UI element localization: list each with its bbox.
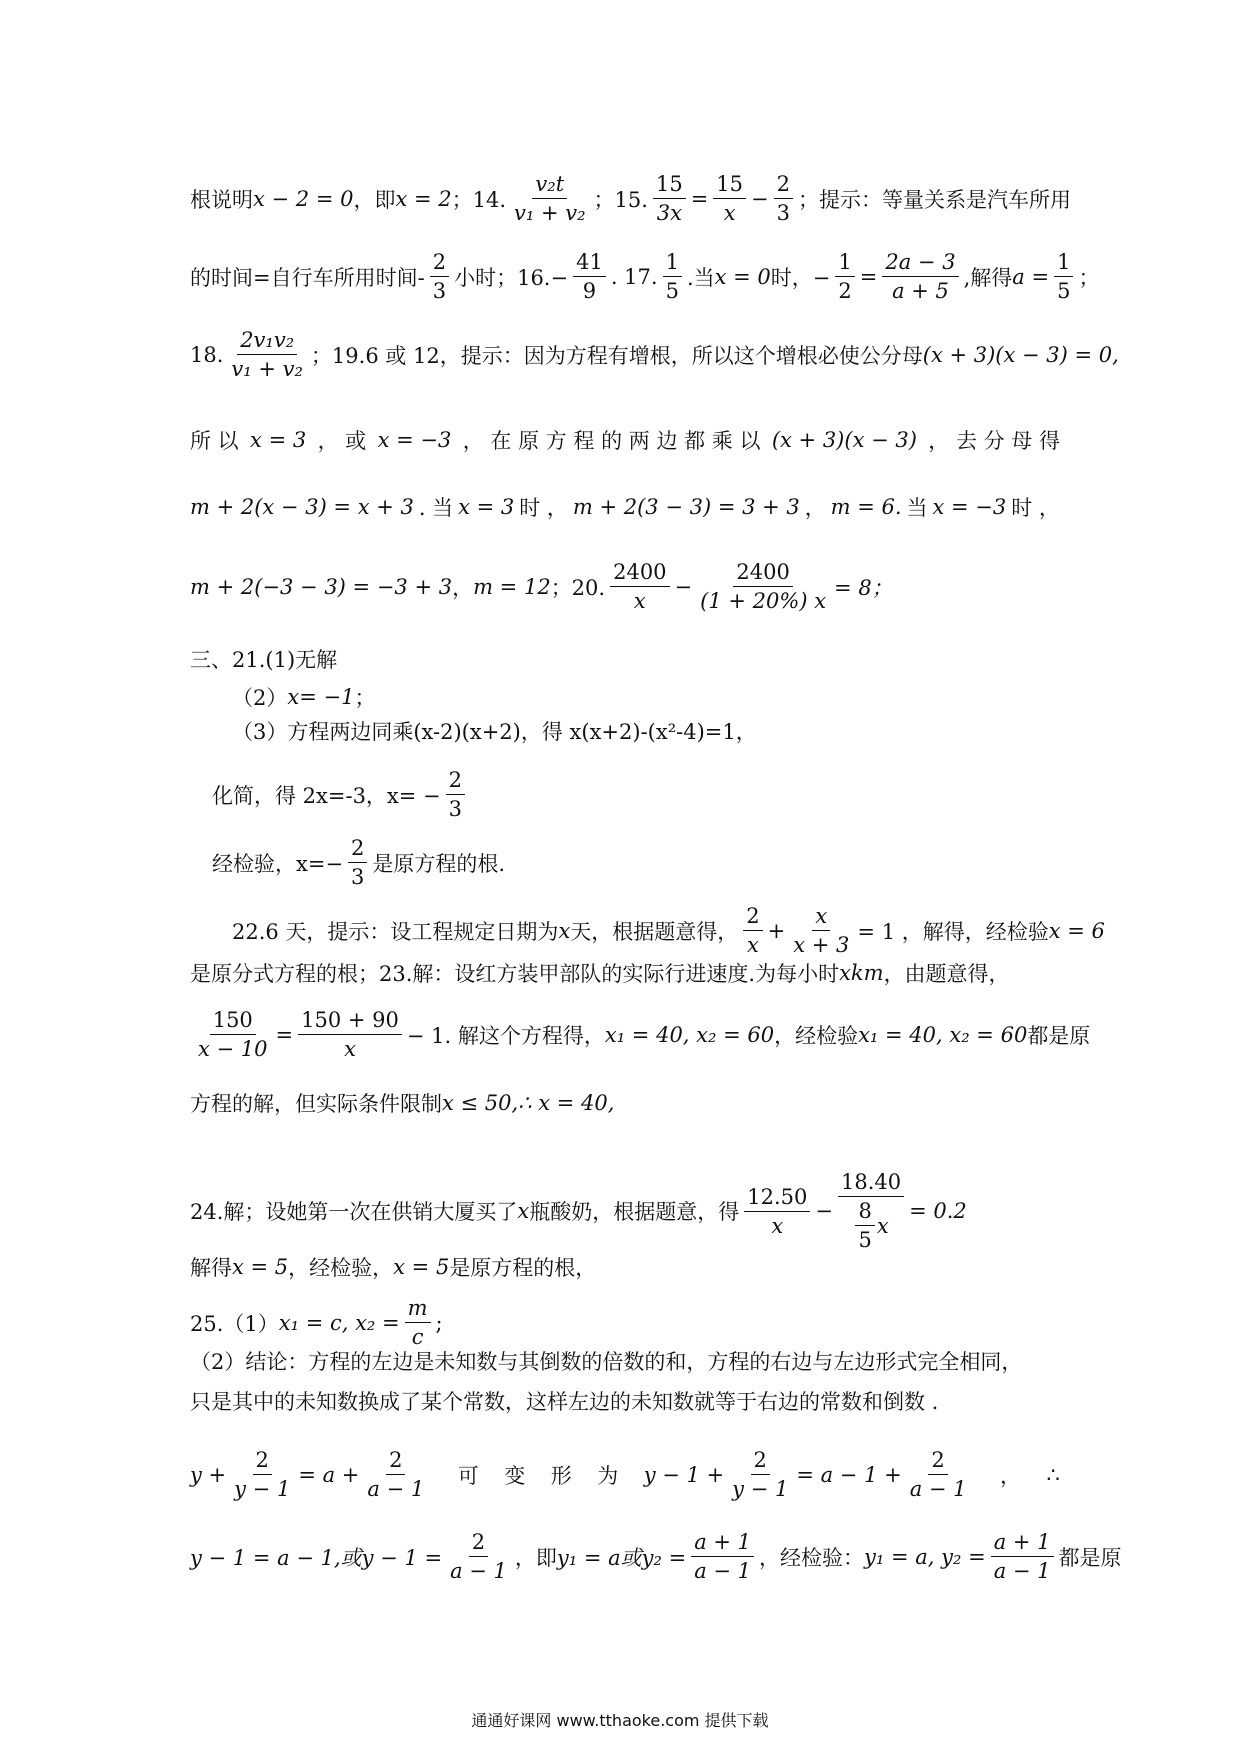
fraction: $\frac{15}{x}$ — [713, 172, 746, 225]
text: − — [815, 1199, 833, 1224]
text: ， 去 分 母 得 — [928, 429, 1060, 453]
fraction: $\frac{150}{x - 10}$ — [198, 1008, 268, 1062]
q25-conclusion-cont — [190, 1386, 1060, 1416]
q25-transform — [190, 1448, 1060, 1501]
fraction: $\frac{2}{a - 1}$ — [909, 1448, 967, 1502]
equation: (x + 3)(x − 3) — [771, 428, 917, 452]
fraction: $\frac{1}{2}$ — [835, 250, 854, 303]
text: ∴ — [1046, 1462, 1060, 1487]
text: ， 在 原 方 程 的 两 边 都 乘 以 — [462, 429, 761, 453]
text: 化简，得 2x=-3，x= − — [212, 783, 441, 808]
q21-check — [212, 836, 1060, 889]
footer-source: 通通好课网 www.tthaoke.com 提供下载 — [471, 1711, 769, 1730]
text: 小时；16.− — [454, 265, 569, 290]
equation: x = −3 — [932, 495, 1007, 519]
text: 25.（1） — [190, 1311, 279, 1336]
equation: y₁ = a, y₂ = — [864, 1544, 986, 1569]
q21-part2 — [232, 682, 1060, 712]
equation: x₁ = c, x₂ = — [278, 1310, 400, 1335]
text: ；提示：等量关系是汽车所用 — [798, 187, 1072, 212]
text: 解得 — [190, 1256, 232, 1280]
section-three-q21 — [190, 644, 1060, 674]
fraction: $\frac{2}{3}$ — [446, 768, 465, 821]
text: 所 以 — [190, 429, 239, 453]
equation: x − 2 = 0 — [253, 186, 354, 211]
text: ；19.6 或 12，提示：因为方程有增根，所以这个增根必使公分母 — [310, 343, 923, 368]
text: ，由题意得， — [883, 962, 1010, 986]
equation: (x + 3)(x − 3) = 0, — [922, 342, 1119, 367]
fraction: $\frac{a + 1}{a - 1}$ — [991, 1530, 1054, 1583]
equation: = 0.2 — [909, 1199, 967, 1224]
text: − — [751, 186, 769, 211]
answer-line-19-20 — [190, 560, 1060, 613]
fraction: $\frac{2}{3}$ — [348, 836, 367, 889]
text: 变 — [504, 1463, 526, 1488]
answer-line-19-cont — [190, 425, 1060, 455]
text: = — [859, 264, 878, 289]
fraction: $\frac{1}{5}$ — [1054, 250, 1073, 303]
equation: x = 5 — [393, 1255, 450, 1279]
text: ， 或 — [317, 429, 367, 453]
text: 为 — [597, 1463, 619, 1488]
text: 只是其中的未知数换成了某个常数，这样左边的未知数就等于右边的常数和倒数 . — [190, 1390, 939, 1414]
fraction: $\frac{2}{3}$ — [430, 250, 449, 303]
text: 可 — [457, 1463, 479, 1488]
equation: x₁ = 40, x₂ = 60 — [858, 1022, 1028, 1047]
q21-simplify — [212, 768, 1060, 821]
text: ，即 — [514, 1545, 557, 1570]
text: = — [690, 186, 709, 211]
equation: x = −3 — [377, 428, 452, 452]
text: ；15. — [593, 187, 648, 212]
equation: = a + — [298, 1462, 360, 1487]
text: 时 ， — [519, 496, 568, 520]
text: 形 — [550, 1463, 572, 1488]
equation: y − 1 + — [643, 1462, 725, 1487]
text: ，即 — [353, 187, 396, 212]
text: ， — [452, 575, 474, 600]
text: 都是原 — [1058, 1545, 1122, 1570]
text: ； — [354, 686, 376, 710]
equation: m = 12 — [473, 574, 551, 599]
text: 根说明 — [190, 187, 253, 212]
fraction: $\frac{2}{y - 1}$ — [732, 1448, 789, 1502]
q25-part1 — [190, 1296, 1060, 1349]
fraction: $\frac{15}{3x}$ — [653, 172, 686, 225]
text: 都是原 — [1027, 1023, 1091, 1048]
q25-conclusion — [190, 1346, 1060, 1376]
q25-result — [190, 1530, 1122, 1584]
equation: x = 5 — [232, 1255, 289, 1279]
equation: = 8； — [834, 575, 893, 600]
text: ,解得 — [963, 265, 1013, 290]
equation: y₁ = a或y₂ = — [556, 1545, 687, 1570]
q21-part3 — [232, 716, 1060, 746]
text: 22.6 天，提示：设工程规定日期为 — [232, 919, 559, 944]
text: 的时间=自行车所用时间- — [190, 265, 425, 290]
fraction: $\frac{x}{x + 3}$ — [793, 904, 850, 958]
text: ，经检验， — [288, 1256, 394, 1280]
text: . 当 — [418, 496, 454, 520]
text: ；20. — [550, 575, 606, 600]
equation: m + 2(−3 − 3) = −3 + 3 — [190, 574, 453, 599]
answer-line-16-17 — [190, 250, 1100, 304]
fraction: $\frac{\text{v₂t}}{\text{v₁ + v₂}}$ — [514, 172, 586, 226]
q23-constraint — [190, 1088, 1060, 1118]
text: 时，− — [770, 265, 831, 290]
equation: x = 6 — [1048, 918, 1105, 943]
q24-solution — [190, 1252, 1060, 1282]
equation: a = — [1012, 264, 1050, 289]
fraction: $\frac{2}{x}$ — [743, 904, 762, 957]
text: ，经检验： — [759, 1545, 865, 1570]
fraction: $\frac{2400}{x}$ — [610, 560, 669, 613]
equation: m = 6. — [830, 495, 902, 519]
text: 是原分式方程的根；23.解：设红方装甲部队的实际行进速度.为每小时 — [190, 962, 840, 986]
answer-line-19-m6 — [190, 492, 1060, 522]
fraction: $\frac{m}{c}$ — [405, 1296, 431, 1349]
text: = 1 ，解得，经检验 — [857, 919, 1049, 944]
text: 是原方程的根. — [372, 851, 506, 876]
text: 时 ， — [1011, 496, 1060, 520]
fraction: $\frac{\text{2v₁v₂}}{\text{v₁ + v₂}}$ — [231, 328, 303, 382]
text: . 17. — [610, 264, 658, 289]
equation: m + 2(x − 3) = x + 3 — [190, 495, 414, 519]
text: − — [674, 574, 693, 599]
text: 24.解；设她第一次在供销大厦买了 — [190, 1200, 518, 1225]
equation: y − 1 = a − 1,或y − 1 = — [190, 1545, 443, 1570]
fraction: $\frac{2}{3}$ — [774, 172, 793, 225]
fraction: 18.40 $\frac{8}{5}$ x — [838, 1170, 904, 1252]
equation: y + — [190, 1462, 227, 1487]
fraction: $\frac{1}{5}$ — [663, 250, 682, 303]
fraction: $\frac{150 + 90}{x}$ — [298, 1008, 402, 1061]
equation: = a − 1 + — [796, 1462, 902, 1487]
q22-line — [232, 904, 1105, 958]
text: − 1. 解这个方程得， — [406, 1023, 605, 1048]
text: ; — [435, 1310, 443, 1335]
equation: x = 3 — [250, 428, 307, 452]
equation: x= −1 — [287, 685, 355, 709]
equation: x₁ = 40, x₂ = 60 — [604, 1022, 775, 1047]
text: .当 — [686, 265, 715, 290]
fraction: $\frac{41}{9}$ — [573, 250, 606, 303]
text: （2）结论：方程的左边是未知数与其倒数的倍数的和，方程的右边与左边形式完全相同， — [190, 1350, 1023, 1374]
text: 方程的解，但实际条件限制 — [190, 1092, 442, 1116]
fraction: $\frac{2}{a - 1}$ — [367, 1448, 425, 1502]
text: ， — [804, 496, 826, 520]
equation: x = 0 — [714, 264, 771, 289]
equation: m + 2(3 − 3) = 3 + 3 — [572, 495, 800, 519]
text: 经检验，x=− — [212, 851, 344, 876]
fraction: $\frac{2}{y - 1}$ — [234, 1448, 291, 1502]
fraction: $\frac{2}{a - 1}$ — [450, 1530, 507, 1584]
text: （2） — [232, 686, 288, 710]
equation: x = 2 — [395, 186, 452, 211]
answer-line-13-15 — [190, 172, 1072, 226]
q24-line — [190, 1170, 1060, 1252]
text: 当 — [906, 496, 928, 520]
fraction: $\frac{12.50}{x}$ — [744, 1185, 810, 1238]
text: ， — [1000, 1463, 1022, 1488]
text: 瓶酸奶，根据题意，得 — [529, 1200, 740, 1225]
equation: xkm — [839, 961, 884, 985]
fraction: $\frac{2400}{(1 + 20\%) x}$ — [700, 560, 827, 614]
fraction: $\frac{2a - 3}{a + 5}$ — [882, 250, 958, 303]
text: ；14. — [451, 187, 507, 212]
q23-equation — [190, 1008, 1091, 1062]
fraction: $\frac{a + 1}{a - 1}$ — [691, 1530, 754, 1583]
text: + — [767, 918, 786, 943]
equation: x — [517, 1199, 530, 1224]
text: 是原方程的根， — [449, 1256, 597, 1280]
equation: x = 3 — [458, 495, 515, 519]
answer-line-18-19 — [190, 328, 1119, 382]
text: = — [275, 1022, 294, 1047]
text: ，经检验 — [774, 1023, 859, 1048]
text: （3）方程两边同乘(x-2)(x+2)，得 x(x+2)-(x²-4)=1， — [232, 720, 757, 744]
text: 三、21.(1)无解 — [190, 648, 338, 672]
text: 18. — [190, 342, 224, 367]
q23-line — [190, 958, 1060, 988]
equation: x — [558, 918, 571, 943]
equation: x ≤ 50,∴ x = 40, — [442, 1091, 615, 1115]
text: ； — [1078, 265, 1100, 290]
text: 天，根据题意得， — [570, 919, 739, 944]
